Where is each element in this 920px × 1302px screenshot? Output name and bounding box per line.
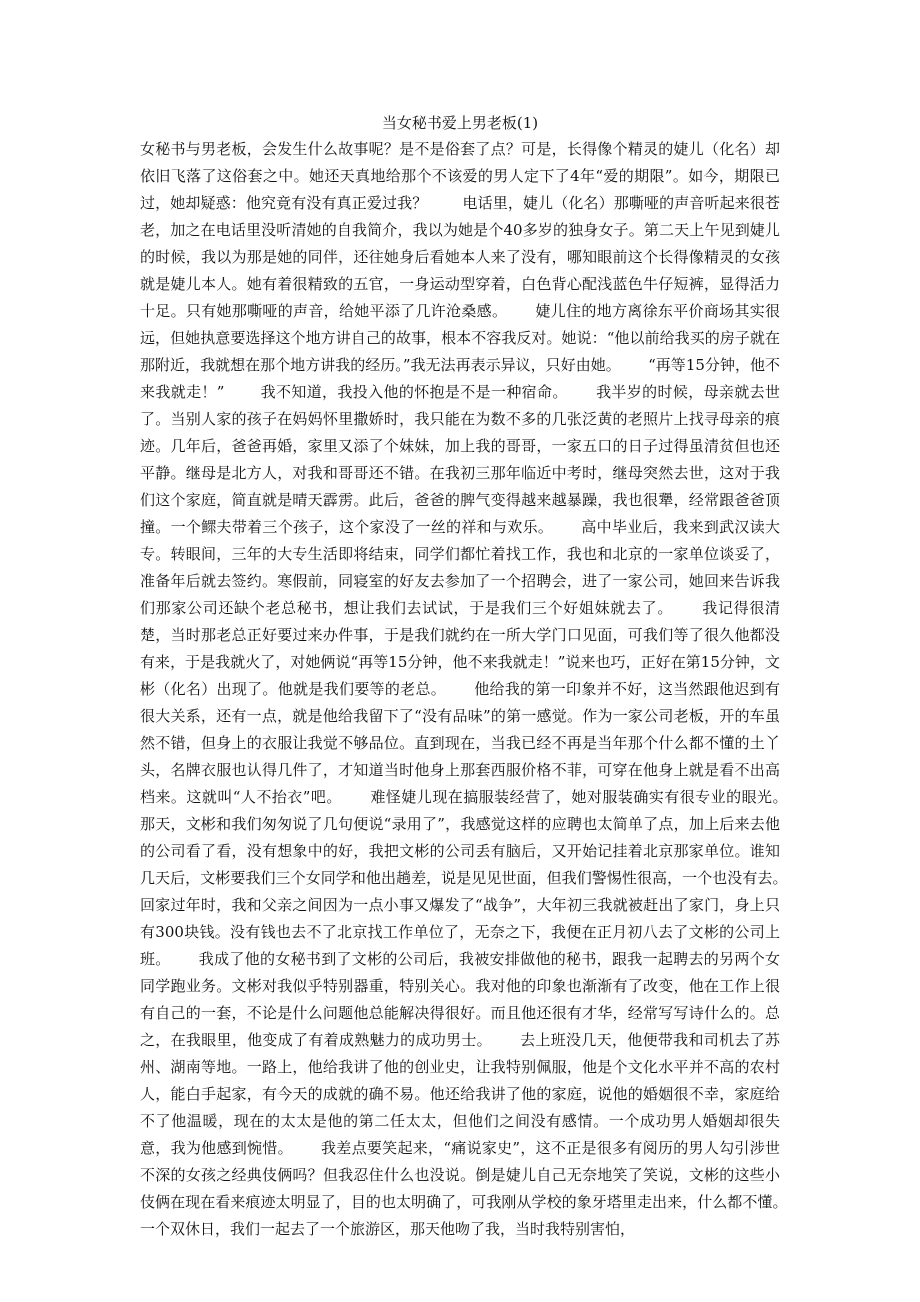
document-title: 当女秘书爱上男老板(1) — [381, 114, 539, 132]
document-page — [140, 100, 815, 1243]
document-body: 女秘书与男老板，会发生什么故事呢？是不是俗套了点？可是，长得像个精灵的婕儿（化名）却依旧飞落了这俗套之中。她还天真地给那个不该爱的男人定下了4年“爱的期限”。如今，期限已过，她却疑惑：他究竟有没有真正爱过我？ 电话里，婕儿（化名）那嘶哑的声音听起来很苍老，加之在电话里没听清她的自我简介，我以为她是个40多岁的独身女子。第二天上午见到婕儿的时候，我以为那是她的同伴，还往她身后看她本人来了没有，哪知眼前这个长得像精灵的女孩就是婕儿本人。她有着很精致的五官，一身运动型穿着，白色背心配浅蓝色牛仔短裤，显得活力十足。只有她那嘶哑的声音，给她平添了几许沧桑感。 婕儿住的地方离徐东平价商场其实很远，但她执意要选择这个地方讲自己的故事，根本不容我反对。她说：“他以前给我买的房子就在那附近，我就想在那个地方讲我的经历。”我无法再表示异议，只好由她。 “再等15分钟，他不来我就走！” 我不知道，我投入他的怀抱是不是一种宿命。 我半岁的时候，母亲就去世了。当别人家的孩子在妈妈怀里撒娇时，我只能在为数不多的几张泛黄的老照片上找寻母亲的痕迹。几年后，爸爸再婚，家里又添了个妹妹，加上我的哥哥，一家五口的日子过得虽清贫但也还平静。继母是北方人，对我和哥哥还不错。在我初三那年临近中考时，继母突然去世，这对于我们这个家庭，简直就是晴天霹雳。此后，爸爸的脾气变得越来越暴躁，我也很犟，经常跟爸爸顶撞。一个鳏夫带着三个孩子，这个家没了一丝的祥和与欢乐。 高中毕业后，我来到武汉读大专。转眼间，三年的大专生活即将结束，同学们都忙着找工作，我也和北京的一家单位谈妥了，准备年后就去签约。寒假前，同寝室的好友去参加了一个招聘会，进了一家公司，她回来告诉我们那家公司还缺个老总秘书，想让我们去试试，于是我们三个好姐妹就去了。 我记得很清楚，当时那老总正好要过来办件事，于是我们就约在一所大学门口见面，可我们等了很久他都没有来，于是我就火了，对她俩说“再等15分钟，他不来我就走！”说来也巧，正好在第15分钟，文彬（化名）出现了。他就是我们要等的老总。 他给我的第一印象并不好，这当然跟他迟到有很大关系，还有一点，就是他给我留下了“没有品味”的第一感觉。作为一家公司老板，开的车虽然不错，但身上的衣服让我觉不够品位。直到现在，当我已经不再是当年那个什么都不懂的土丫头，名牌衣服也认得几件了，才知道当时他身上那套西服价格不菲，可穿在他身上就是看不出高档来。这就叫“人不抬衣”吧。 难怪婕儿现在搞服装经营了，她对服装确实有很专业的眼光。 那天，文彬和我们匆匆说了几句便说“录用了”，我感觉这样的应聘也太简单了点，加上后来去他的公司看了看，没有想象中的好，我把文彬的公司丢有脑后，又开始记挂着北京那家单位。谁知几天后，文彬要我们三个女同学和他出趟差，说是见见世面，但我们警惕性很高，一个也没有去。 回家过年时，我和父亲之间因为一点小事又爆发了“战争”，大年初三我就被赶出了家门，身上只有300块钱。没有钱也去不了北京找工作单位了，无奈之下，我便在正月初八去了文彬的公司上班。 我成了他的女秘书到了文彬的公司后，我被安排做他的秘书，跟我一起聘去的另两个女同学跑业务。文彬对我似乎特别器重，特别关心。我对他的印象也渐渐有了改变，他在工作上很有自己的一套，不论是什么问题他总能解决得很好。而且他还很有才华，经常写写诗什么的。总之，在我眼里，他变成了有着成熟魅力的成功男士。 去上班没几天，他便带我和司机去了苏州、湖南等地。一路上，他给我讲了他的创业史，让我特别佩服，他是个文化水平并不高的农村人，能白手起家，有今天的成就的确不易。他还给我讲了他的家庭，说他的婚姻很不幸，家庭给不了他温暖，现在的太太是他的第二任太太，但他们之间没有感情。一个成功男人婚姻却很失意，我为他感到惋惜。 我差点要笑起来，“痛说家史”，这不正是很多有阅历的男人勾引涉世不深的女孩之经典伎俩吗？但我忍住什么也没说。倒是婕儿自己无奈地笑了笑说，文彬的这些小伎俩在现在看来痕迹太明显了，目的也太明确了，可我刚从学校的象牙塔里走出来，什么都不懂。 一个双休日，我们一起去了一个旅游区，那天他吻了我，当时我特别害怕， — [140, 140, 815, 1238]
